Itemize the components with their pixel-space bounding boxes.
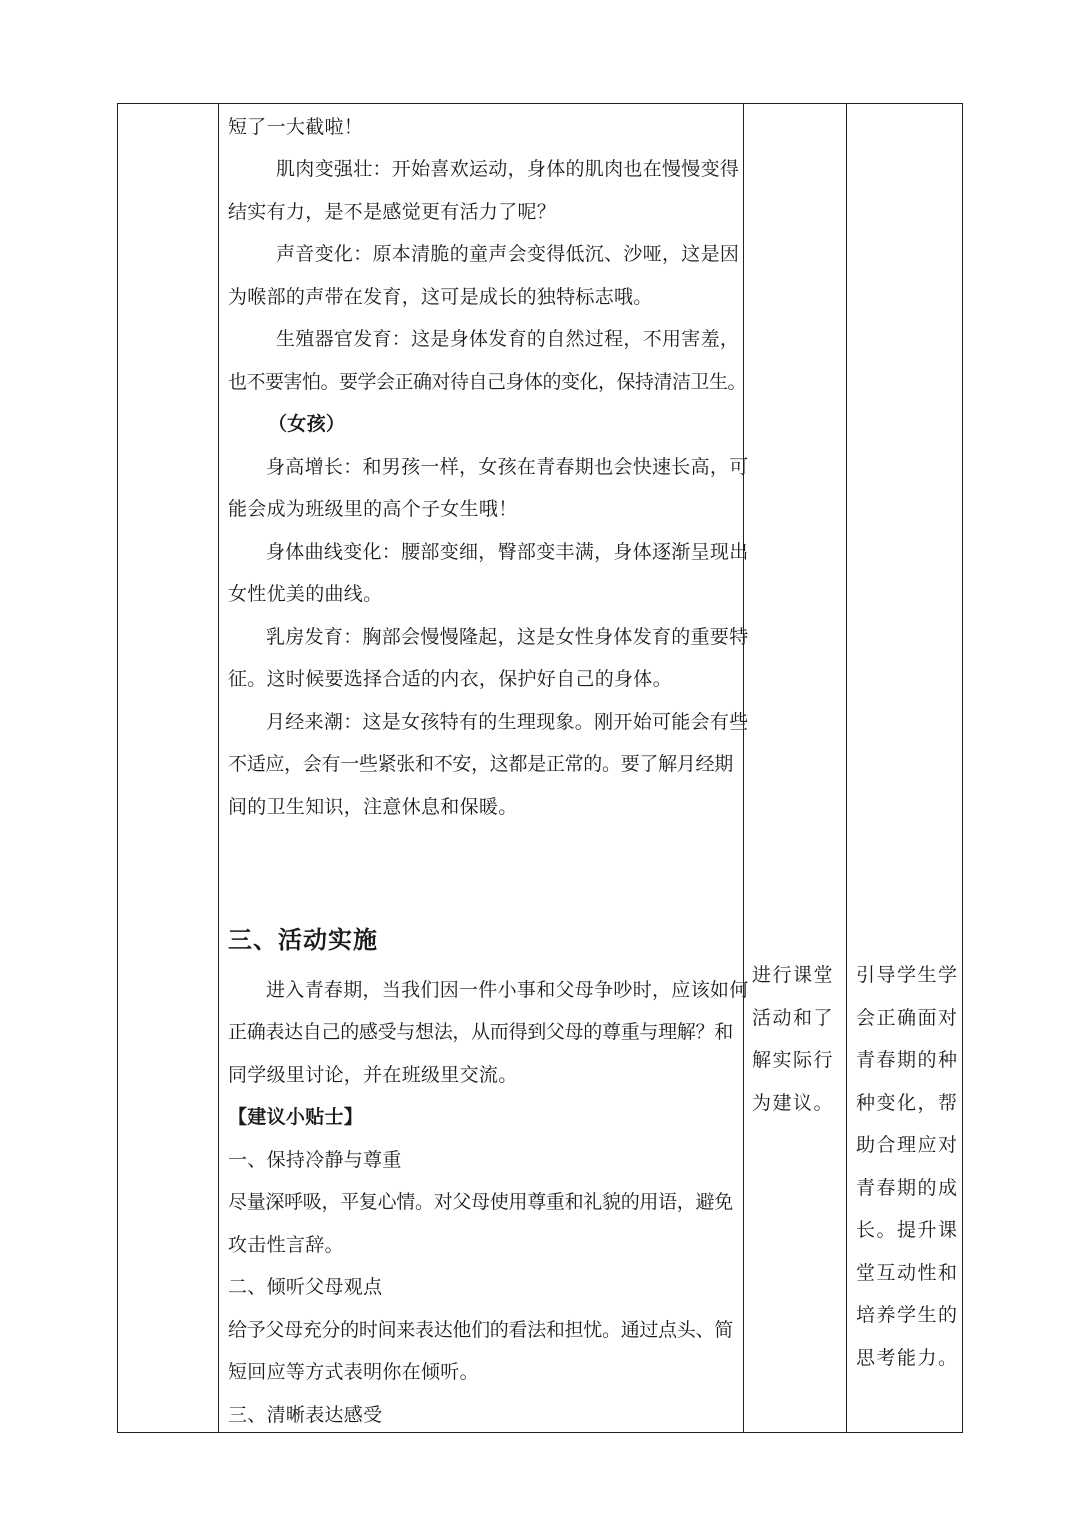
tip-title: 二、倾听父母观点 [228,1276,383,1298]
body-line: 短了一大截啦！ [228,116,364,138]
design-intent-line: 青春期的成 [856,1177,959,1199]
tips-heading: 【建议小贴士】 [228,1106,364,1128]
design-intent-line: 助合理应对 [856,1134,959,1156]
body-line: 为喉部的声带在发育，这可是成长的独特标志哦。 [228,286,653,308]
design-intent-line: 种变化，帮 [856,1092,959,1114]
body-line: 间的卫生知识，注意休息和保暖。 [228,796,518,818]
body-line: 身体曲线变化：腰部变细，臀部变丰满，身体逐渐呈现出 [266,541,749,563]
design-intent-line: 长。提升课 [856,1219,959,1241]
activity-line: 同学级里讨论，并在班级里交流。 [228,1064,518,1086]
body-line: 也不要害怕。要学会正确对待自己身体的变化，保持清洁卫生。 [228,371,747,393]
student-activity-line: 解实际行 [752,1049,835,1071]
activity-line: 给予父母充分的时间来表达他们的看法和担忧。通过点头、简 [228,1319,733,1341]
student-activity-column [752,104,844,1432]
body-line: 女性优美的曲线。 [228,583,383,605]
column-divider [846,104,847,1432]
design-intent-line: 会正确面对 [856,1007,959,1029]
body-line: 肌肉变强壮：开始喜欢运动，身体的肌肉也在慢慢变得 [276,158,740,180]
design-intent-line: 引导学生学 [856,964,959,986]
design-intent-line: 思考能力。 [856,1347,959,1369]
design-intent-line: 青春期的种 [856,1049,959,1071]
lesson-content-column [228,104,749,1432]
design-intent-line: 堂互动性和 [856,1262,959,1284]
activity-line: 尽量深呼吸，平复心情。对父母使用尊重和礼貌的用语，避免 [228,1191,733,1213]
column-divider [218,104,219,1432]
activity-line: 正确表达自己的感受与想法，从而得到父母的尊重与理解？和 [228,1021,733,1043]
activity-line: 进入青春期，当我们因一件小事和父母争吵时，应该如何 [266,979,749,1001]
activity-line: 短回应等方式表明你在倾听。 [228,1361,479,1383]
tip-title: 三、清晰表达感受 [228,1404,383,1426]
student-activity-line: 进行课堂 [752,964,835,986]
body-line: 不适应，会有一些紧张和不安，这都是正常的。要了解月经期 [228,753,733,775]
body-line: 能会成为班级里的高个子女生哦！ [228,498,518,520]
body-line: 声音变化：原本清脆的童声会变得低沉、沙哑，这是因 [276,243,740,265]
design-intent-column [856,104,962,1432]
body-line: 乳房发育：胸部会慢慢隆起，这是女性身体发育的重要特 [266,626,749,648]
body-line: 征。这时候要选择合适的内衣，保护好自己的身体。 [228,668,672,690]
body-line: 生殖器官发育：这是身体发育的自然过程，不用害羞， [276,328,740,350]
tip-title: 一、保持冷静与尊重 [228,1149,402,1171]
lesson-table [117,103,963,1433]
body-line: 身高增长：和男孩一样，女孩在青春期也会快速长高，可 [266,456,749,478]
section-heading: 三、活动实施 [228,925,378,954]
design-intent-line: 培养学生的 [856,1304,959,1326]
subheading-girls: （女孩） [268,413,346,435]
column-divider [743,104,744,1432]
body-line: 结实有力，是不是感觉更有活力了呢？ [228,201,557,223]
body-line: 月经来潮：这是女孩特有的生理现象。刚开始可能会有些 [266,711,749,733]
student-activity-line: 为建议。 [752,1092,835,1114]
student-activity-line: 活动和了 [752,1007,835,1029]
activity-line: 攻击性言辞。 [228,1234,344,1256]
